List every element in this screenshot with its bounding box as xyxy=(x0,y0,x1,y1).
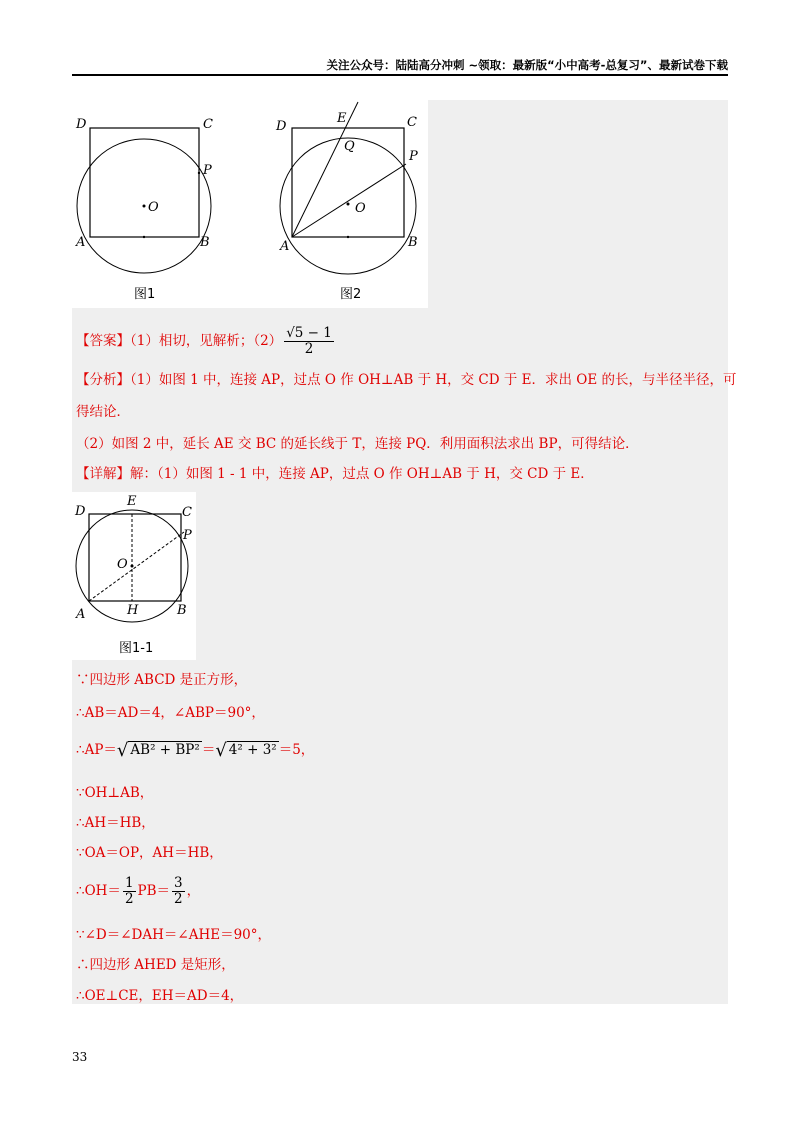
step-7: ∴OH＝ $\frac{1}{2}$ PB＝ $\frac{3}{2}$ ， xyxy=(76,875,201,907)
analysis-line-1: 【分析】（1）如图 1 中，连接 AP，过点 O 作 OH⊥AB 于 H，交 CD 于 E．求出 OE 的长，与半径半径，可 xyxy=(76,372,737,388)
step-5: ∴AH＝HB， xyxy=(76,815,155,831)
fig3-label-c: C xyxy=(182,505,192,520)
fig3-label-b: B xyxy=(177,603,187,618)
figures-1-2 xyxy=(72,100,428,308)
answer-line xyxy=(76,326,336,357)
figure-1-1 xyxy=(72,492,196,660)
analysis-tag: 【分析】 xyxy=(76,372,130,388)
analysis-line-3: （2）如图 2 中，延长 AE 交 BC 的延长线于 T，连接 PQ．利用面积法求出 BP，可得结论． xyxy=(76,436,639,452)
fig2-label-c: C xyxy=(407,115,417,130)
fig1-label-a: A xyxy=(76,235,86,250)
fig3-label-e: E xyxy=(127,494,137,509)
fig2-label-p: P xyxy=(409,149,418,164)
step-8: ∵∠D＝∠DAH＝∠AHE＝90°， xyxy=(76,927,271,943)
fig1-label-b: B xyxy=(200,235,210,250)
fig2-caption: 图2 xyxy=(340,287,362,302)
step-6: ∵OA＝OP，AH＝HB， xyxy=(76,845,223,861)
detail-tag: 【详解】 xyxy=(76,466,130,482)
fraction-three-halves: $\frac{3}{2}$ xyxy=(174,875,183,907)
answer-text: （1）相切，见解析；（2） xyxy=(130,333,283,349)
fig3-label-h: H xyxy=(127,603,139,618)
page-number: 33 xyxy=(72,1050,88,1064)
step-9: ∴四边形 AHED 是矩形， xyxy=(76,957,235,973)
fig3-label-d: D xyxy=(75,504,86,519)
fig2-label-d: D xyxy=(276,119,287,134)
fig2-label-q: Q xyxy=(344,139,355,154)
step-2: ∴AB＝AD＝4，∠ABP＝90°， xyxy=(76,705,265,721)
fig1-label-d: D xyxy=(76,117,87,132)
figure-1 xyxy=(75,117,213,302)
fig2-label-a: A xyxy=(280,239,290,254)
fig3-label-a: A xyxy=(76,607,86,622)
fig1-caption: 图1 xyxy=(134,287,156,302)
detail-line: 【详解】解：（1）如图 1 - 1 中，连接 AP，过点 O 作 OH⊥AB 于 H，交 CD 于 E． xyxy=(76,466,594,482)
fig1-label-p: P xyxy=(203,163,212,178)
analysis-line-2: 得结论． xyxy=(76,404,130,420)
figure-2 xyxy=(275,102,418,302)
fig1-label-o: O xyxy=(148,200,159,215)
fig2-label-o: O xyxy=(355,201,366,216)
page-header: 关注公众号：陆陆高分冲刺 ~领取：最新版“小中高考-总复习”、最新试卷下载 xyxy=(326,58,728,72)
fig3-label-p: P xyxy=(183,528,192,543)
fig1-label-c: C xyxy=(203,117,213,132)
fig3-label-o: O xyxy=(117,557,128,572)
sqrt-4-3: 4² + 3² xyxy=(228,742,277,758)
answer-tag: 【答案】 xyxy=(76,333,130,349)
fig2-label-e: E xyxy=(337,111,347,126)
sqrt-ab-bp: AB² + BP² xyxy=(130,742,200,758)
step-1: ∵四边形 ABCD 是正方形， xyxy=(76,672,248,688)
fig3-caption: 图1-1 xyxy=(119,641,154,656)
answer-fraction: $\frac{√5 - 1}{2}$ xyxy=(286,325,332,357)
step-10: ∴OE⊥CE，EH＝AD＝4， xyxy=(76,988,244,1004)
fig2-label-b: B xyxy=(408,235,418,250)
step-3: ∴AP＝√ AB² + BP² ＝√ 4² + 3² ＝5， xyxy=(76,740,315,761)
step-4: ∵OH⊥AB， xyxy=(76,785,154,801)
fraction-one-half: $\frac{1}{2}$ xyxy=(124,875,134,907)
header-rule xyxy=(72,74,728,76)
